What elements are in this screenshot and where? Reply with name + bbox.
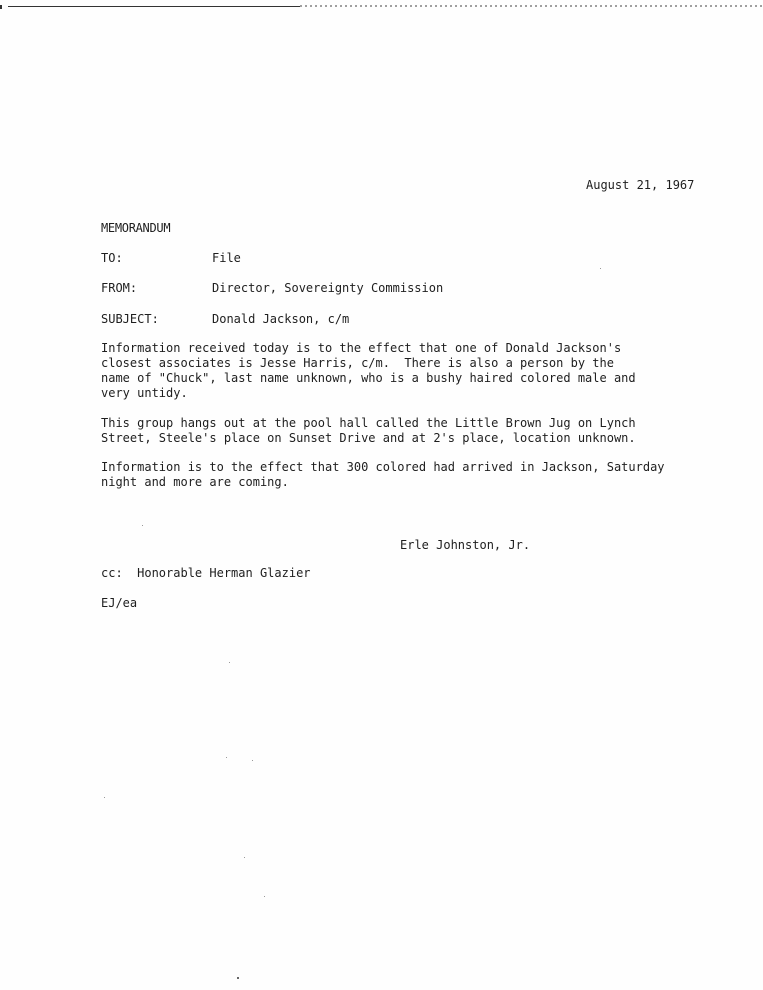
paragraph-line: This group hangs out at the pool hall called the Little Brown Jug on Lynch [101,416,636,430]
subject-label: SUBJECT: [101,312,159,326]
paragraph-line: closest associates is Jesse Harris, c/m. There is also a person by the [101,356,614,370]
from-value: Director, Sovereignty Commission [212,281,444,295]
scan-speck [104,797,105,798]
paragraph-1 [101,341,701,401]
paragraph-line: Street, Steele's place on Sunset Drive and at 2's place, location unknown. [101,431,636,445]
from-label: FROM: [101,281,138,295]
to-label: TO: [101,251,123,265]
paragraph-line: very untidy. [101,386,188,400]
rule-line [8,6,300,7]
paragraph-line: night and more are coming. [101,475,289,489]
rule-tick [0,5,2,9]
typist-initials: EJ/ea [101,596,138,610]
scan-speck [226,757,227,758]
scan-speck [264,896,265,897]
paragraph-line: Information is to the effect that 300 colored had arrived in Jackson, Saturday [101,460,665,474]
scan-speck [244,857,245,858]
paragraph-line: name of "Chuck", last name unknown, who is a bushy haired colored male and [101,371,636,385]
paragraph-2 [101,416,701,446]
memo-date: August 21, 1967 [586,178,695,192]
subject-value: Donald Jackson, c/m [212,312,350,326]
rule-dots [300,5,763,7]
scan-speck [252,760,253,761]
scan-speck [600,268,601,269]
paragraph-3 [101,460,701,490]
scan-speck [229,662,230,663]
top-edge-rule [0,5,763,11]
cc-line: cc: Honorable Herman Glazier [101,566,311,580]
to-value: File [212,251,241,265]
scan-speck [237,977,239,979]
signature-name: Erle Johnston, Jr. [400,538,531,552]
paragraph-line: Information received today is to the effect that one of Donald Jackson's [101,341,622,355]
memo-heading: MEMORANDUM [101,221,171,235]
scan-speck [142,525,143,526]
